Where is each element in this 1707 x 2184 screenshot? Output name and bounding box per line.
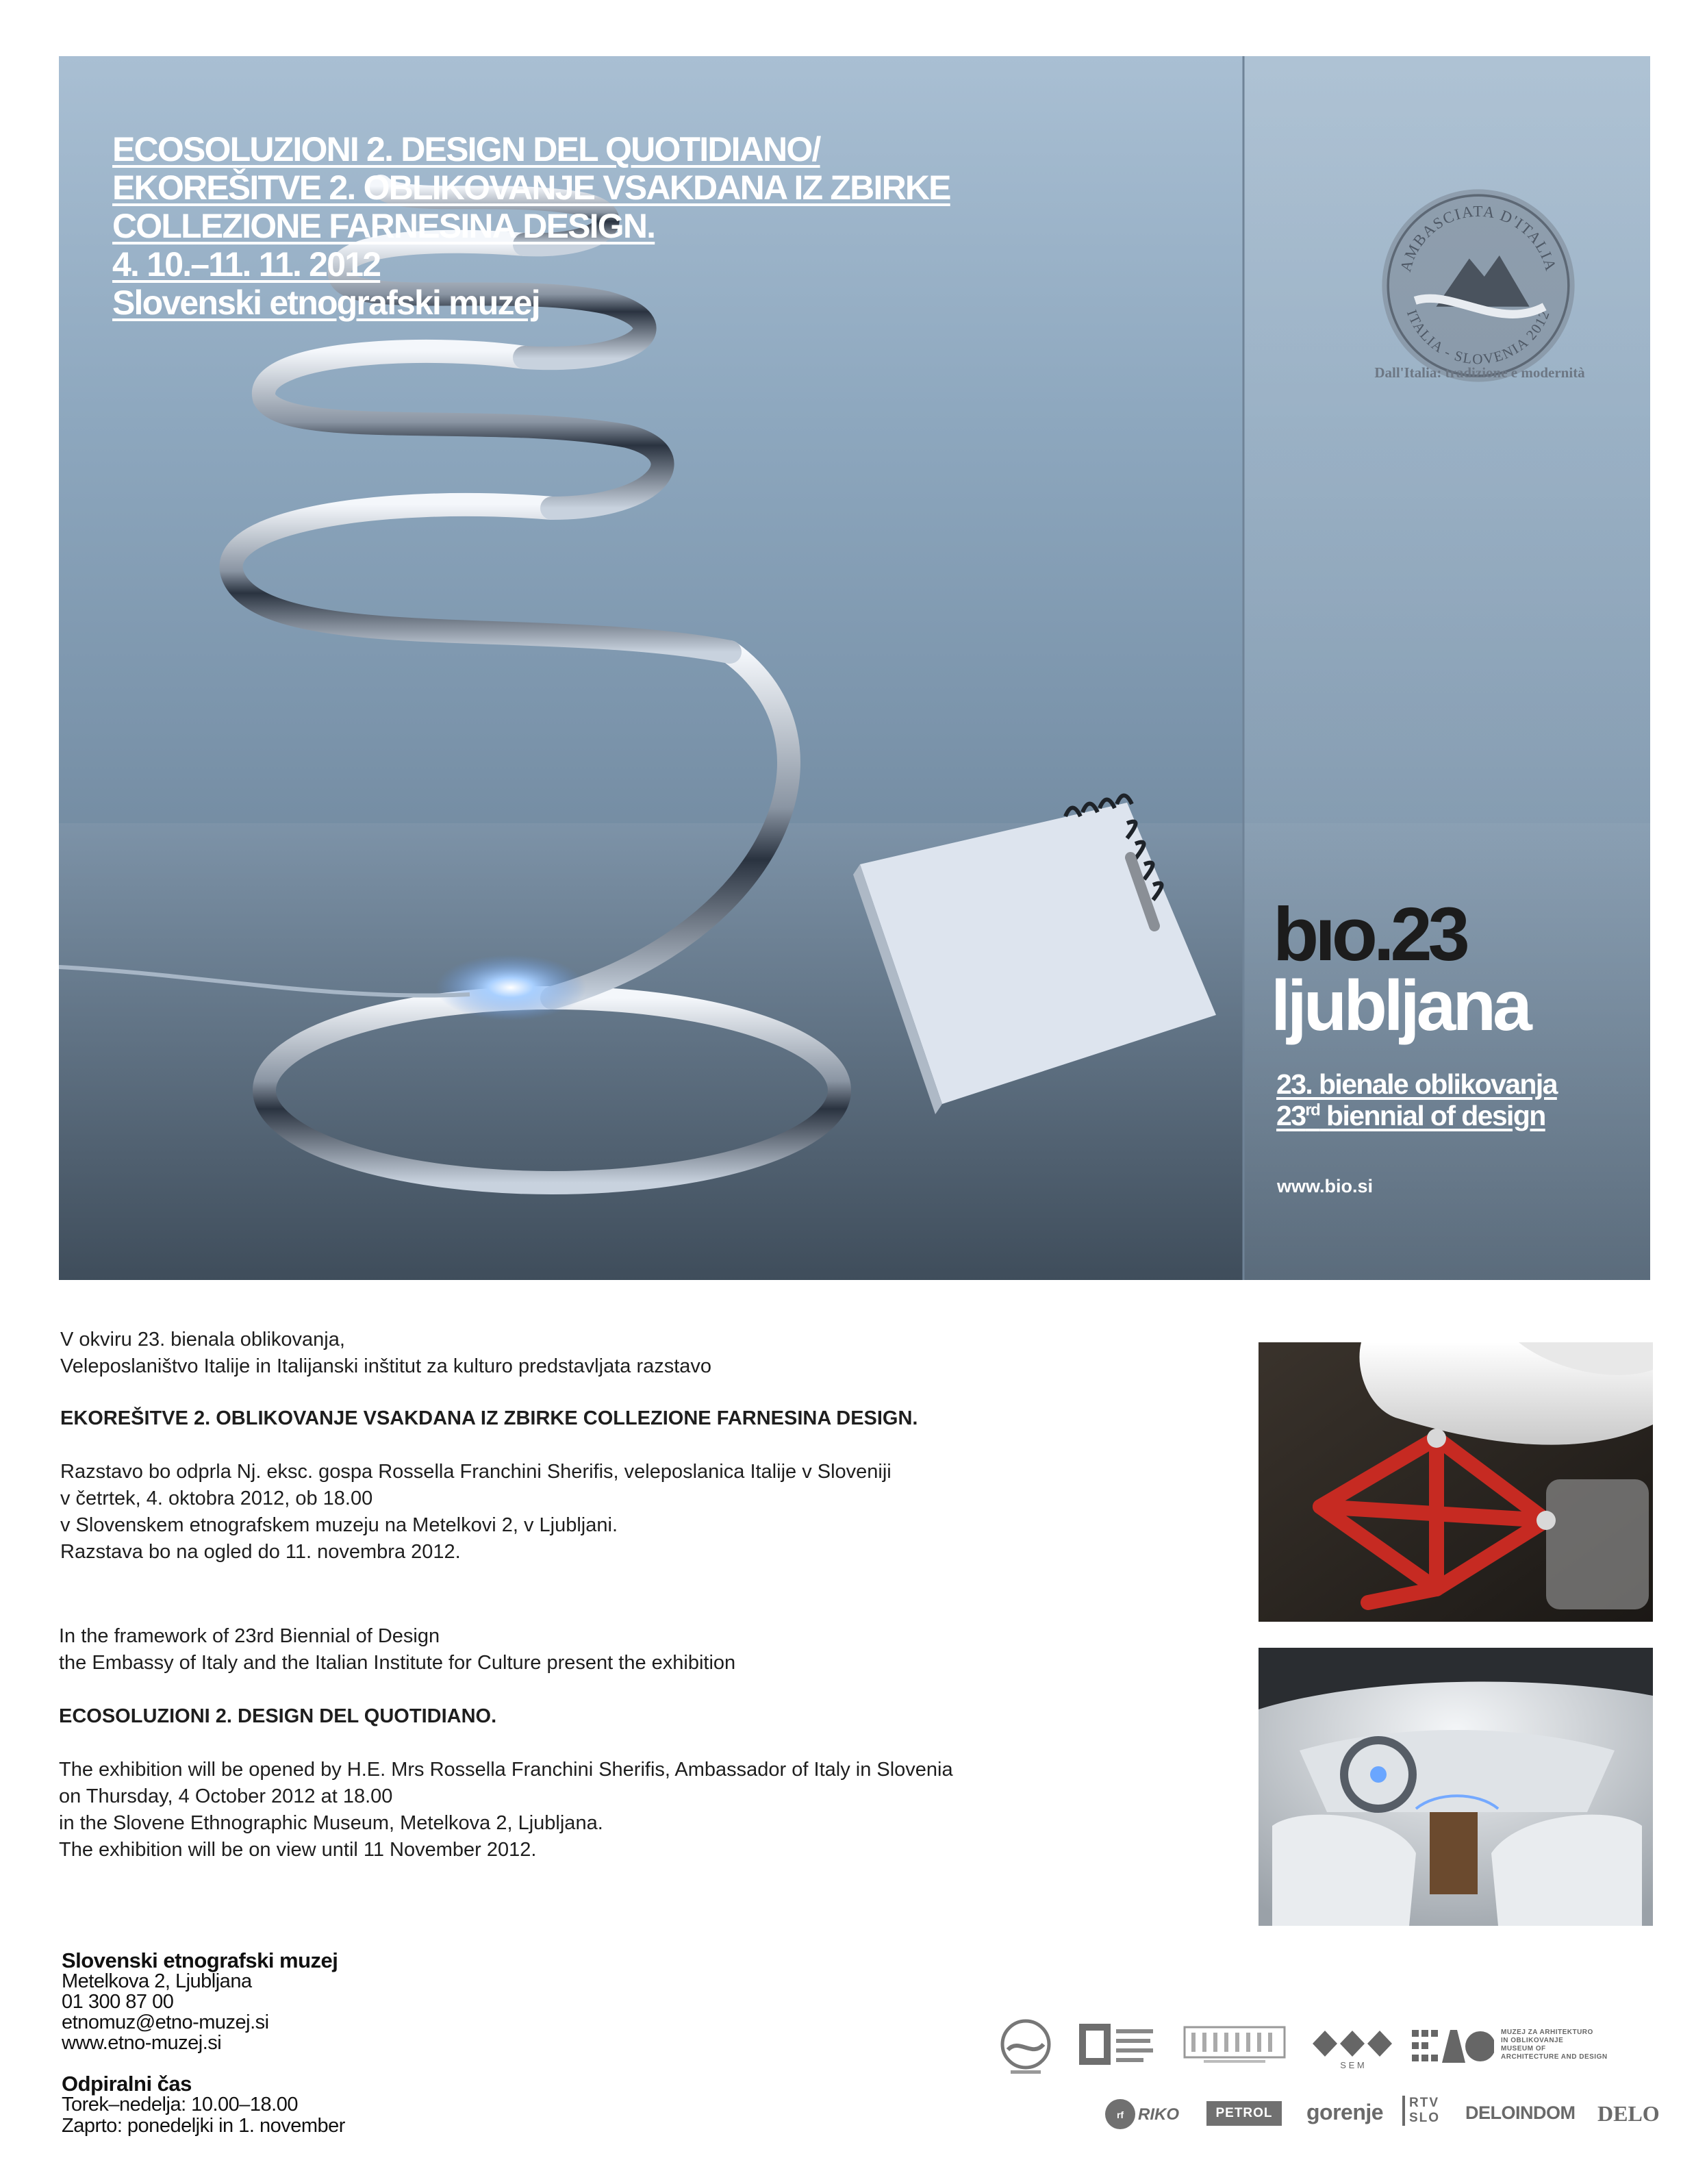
en-heading: ECOSOLUZIONI 2. DESIGN DEL QUOTIDIANO. xyxy=(59,1705,497,1727)
hero-title-line-3: COLLEZIONE FARNESINA DESIGN. xyxy=(112,207,655,245)
hero-title-line-1: ECOSOLUZIONI 2. DESIGN DEL QUOTIDIANO/ xyxy=(112,130,820,168)
riko-logo xyxy=(1104,2097,1185,2131)
deloindom-logo: DELOINDOM xyxy=(1465,2103,1576,2123)
mao-museum-logo xyxy=(1412,2027,1494,2067)
mao-caption-2: IN OBLIKOVANJE xyxy=(1501,2037,1564,2044)
sl-paragraph-3: v Slovenskem etnografskem muzeju na Metelkovi 2, v Ljubljani. xyxy=(60,1514,618,1536)
en-intro-1: In the framework of 23rd Biennial of Design xyxy=(59,1625,440,1647)
bio23-sub-num: 23 xyxy=(1276,1100,1306,1131)
seal-top-text: AMBASCIATA D'ITALIA xyxy=(1397,202,1560,274)
rtv-label: RTV xyxy=(1409,2096,1439,2110)
mao-caption xyxy=(1501,2029,1608,2061)
gorenje-logo: gorenje xyxy=(1306,2100,1384,2124)
seal-bottom-text: ITALIA - SLOVENIA 2012 xyxy=(1403,307,1554,368)
riko-label: RIKO xyxy=(1138,2105,1179,2124)
contact-email[interactable]: etnomuz@etno-muzej.si xyxy=(62,2011,269,2033)
mao-caption-4: ARCHITECTURE AND DESIGN xyxy=(1501,2053,1608,2061)
sl-heading: EKOREŠITVE 2. OBLIKOVANJE VSAKDANA IZ ZBIRKE COLLEZIONE FARNESINA DESIGN. xyxy=(60,1407,918,1429)
delo-logo: DELO xyxy=(1597,2101,1660,2126)
hero-title-line-2: EKOREŠITVE 2. OBLIKOVANJE VSAKDANA IZ ZBIRKE xyxy=(112,168,950,207)
contact-address: Metelkova 2, Ljubljana xyxy=(62,1970,252,1992)
seal-tagline: Dall'Italia: tradizione e modernità xyxy=(1374,364,1585,381)
photo-motorcycle-frame xyxy=(1259,1342,1653,1622)
sl-paragraph-2: v četrtek, 4. oktobra 2012, ob 18.00 xyxy=(60,1488,373,1509)
bio23-logo: bıo.23 xyxy=(1273,892,1466,977)
contact-museum-name: Slovenski etnografski muzej xyxy=(62,1948,338,1972)
sponsor-emblem-logo xyxy=(998,2017,1053,2079)
petrol-logo: PETROL xyxy=(1206,2101,1282,2126)
bio23-sub-rest: biennial of design xyxy=(1319,1100,1545,1131)
mao-caption-1: MUZEJ ZA ARHITEKTURO xyxy=(1501,2029,1593,2036)
bio23-subtitle-sl: 23. bienale oblikovanja xyxy=(1276,1068,1557,1100)
embassy-seal-logo xyxy=(1365,186,1591,385)
sem-museum-logo xyxy=(1311,2027,1393,2071)
ministry-culture-logo xyxy=(1079,2024,1154,2065)
hero-title-venue: Slovenski etnografski muzej xyxy=(112,284,540,322)
sl-intro-2: Veleposlaništvo Italije in Italijanski inštitut za kulturo predstavljata razstavo xyxy=(60,1355,712,1377)
hero-banner xyxy=(59,56,1650,1280)
hero-title xyxy=(112,130,950,322)
hero-title-dates: 4. 10.–11. 11. 2012 xyxy=(112,245,381,284)
en-intro-2: the Embassy of Italy and the Italian Institute for Culture present the exhibition xyxy=(59,1652,736,1674)
mao-caption-3: MUSEUM OF xyxy=(1501,2045,1546,2053)
contact-phone: 01 300 87 00 xyxy=(62,1991,174,2013)
bio-website-link[interactable]: www.bio.si xyxy=(1277,1176,1374,1196)
bio23-sub-sup: rd xyxy=(1305,1101,1320,1120)
en-paragraph-3: in the Slovene Ethnographic Museum, Metelkova 2, Ljubljana. xyxy=(59,1812,603,1834)
sl-paragraph-1: Razstavo bo odprla Nj. eksc. gospa Rossella Franchini Sherifis, veleposlanica Italije v Sloveniji xyxy=(60,1461,892,1483)
bio23-city: ljubljana xyxy=(1271,966,1529,1046)
opening-hours-title: Odpiralni čas xyxy=(62,2072,192,2096)
sl-intro-1: V okviru 23. bienala oblikovanja, xyxy=(60,1329,345,1351)
photo-car-interior xyxy=(1259,1648,1653,1926)
en-paragraph-1: The exhibition will be opened by H.E. Mrs Rossella Franchini Sherifis, Ambassador of Italy in Slovenia xyxy=(59,1759,953,1781)
svg-text:rf: rf xyxy=(1116,2109,1124,2120)
institute-building-logo xyxy=(1183,2026,1286,2066)
closed-days: Zaprto: ponedeljki in 1. november xyxy=(62,2115,345,2137)
bio23-subtitle-en xyxy=(1276,1100,1545,1132)
opening-hours: Torek–nedelja: 10.00–18.00 xyxy=(62,2094,298,2116)
sem-label: S E M xyxy=(1340,2060,1365,2070)
en-paragraph-4: The exhibition will be on view until 11 November 2012. xyxy=(59,1839,537,1861)
en-paragraph-2: on Thursday, 4 October 2012 at 18.00 xyxy=(59,1785,393,1807)
slo-label: SLO xyxy=(1409,2111,1441,2125)
contact-website[interactable]: www.etno-muzej.si xyxy=(62,2032,222,2054)
rtv-slo-logo xyxy=(1402,2096,1440,2126)
sl-paragraph-4: Razstava bo na ogled do 11. novembra 2012. xyxy=(60,1541,461,1563)
